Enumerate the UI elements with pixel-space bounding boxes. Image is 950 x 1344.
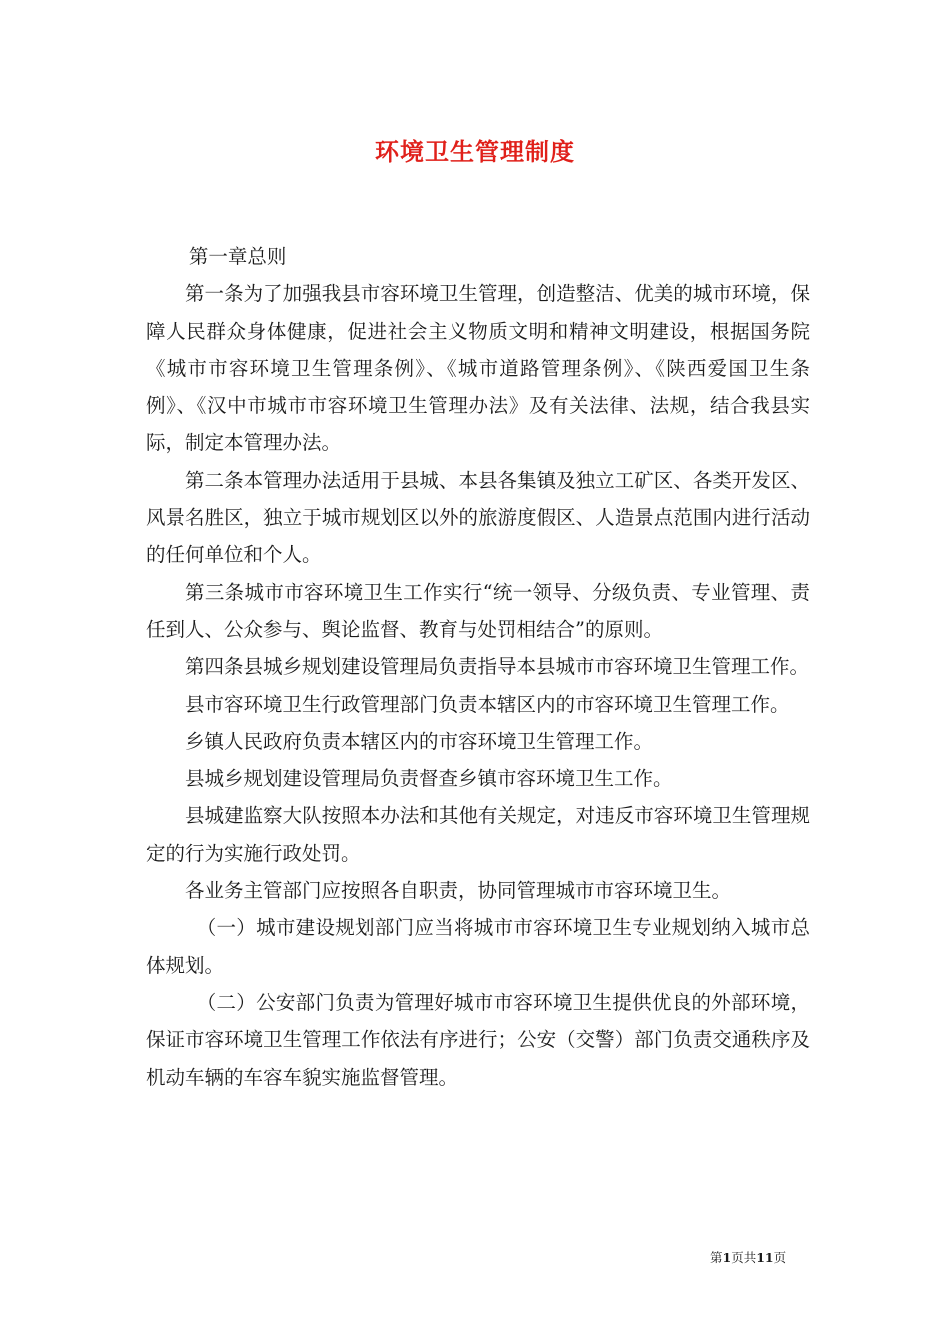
paragraph-township-government: 乡镇人民政府负责本辖区内的市容环境卫生管理工作。 <box>185 729 654 753</box>
footer-current-page: 1 <box>722 1250 732 1265</box>
paragraph-planning-bureau: 县城乡规划建设管理局负责督查乡镇市容环境卫生工作。 <box>185 767 673 791</box>
footer-suffix: 页 <box>773 1250 787 1265</box>
paragraph-article-1: 第一条为了加强我县市容环境卫生管理，创造整洁、优美的城市环境，保障人民群众身体健康，促进社会主义物质文明和精神文明建设，根据国务院《城市市容环境卫生管理条例》、《城市道路管理条例》、《陕西爱国卫生条例》、《汉中市城市市容环境卫生管理办法》及有关法律、法规，结合我县实际，制定本管理办法。 <box>146 282 810 455</box>
document-body <box>146 238 810 1096</box>
footer-middle: 页共 <box>731 1250 757 1265</box>
paragraph-article-3: 第三条城市市容环境卫生工作实行“统一领导、分级负责、专业管理、责任到人、公众参与、舆论监督、教育与处罚相结合”的原则。 <box>146 580 810 641</box>
paragraph-supervision-team: 县城建监察大队按照本办法和其他有关规定，对违反市容环境卫生管理规定的行为实施行政处罚。 <box>146 804 810 865</box>
paragraph-item-2: （二）公安部门负责为管理好城市市容环境卫生提供优良的外部环境，保证市容环境卫生管理工作依法有序进行；公安（交警）部门负责交通秩序及机动车辆的车容车貌实施监督管理。 <box>146 990 810 1089</box>
footer-total-pages: 11 <box>756 1250 774 1265</box>
document-title: 环境卫生管理制度 <box>375 137 575 166</box>
paragraph-article-4: 第四条县城乡规划建设管理局负责指导本县城市市容环境卫生管理工作。 <box>185 655 810 679</box>
paragraph-departments: 各业务主管部门应按照各自职责，协同管理城市市容环境卫生。 <box>185 879 732 903</box>
chapter-heading: 第一章总则 <box>188 245 287 268</box>
footer-prefix: 第 <box>710 1250 723 1265</box>
paragraph-county-department: 县市容环境卫生行政管理部门负责本辖区内的市容环境卫生管理工作。 <box>185 692 790 716</box>
paragraph-item-1: （一）城市建设规划部门应当将城市市容环境卫生专业规划纳入城市总体规划。 <box>146 916 810 977</box>
page-footer <box>710 1248 786 1266</box>
paragraph-article-2: 第二条本管理办法适用于县城、本县各集镇及独立工矿区、各类开发区、风景名胜区，独立于城市规划区以外的旅游度假区、人造景点范围内进行活动的任何单位和个人。 <box>146 468 810 567</box>
